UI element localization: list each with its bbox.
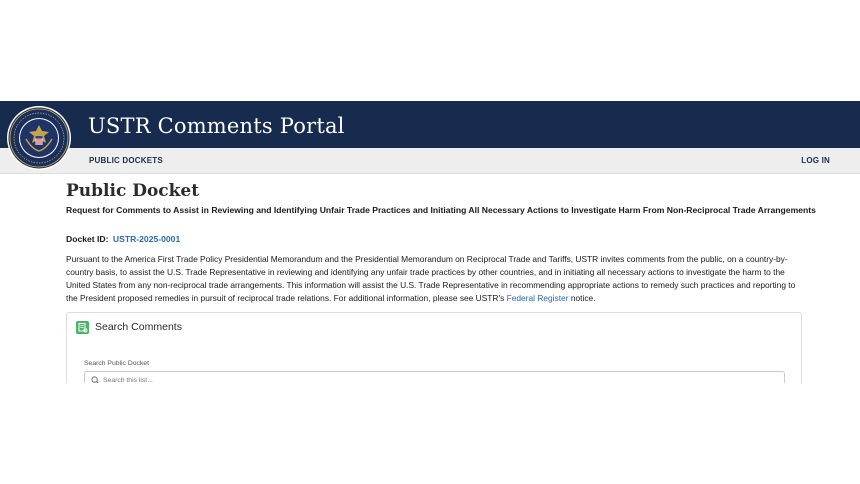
search-label: Search Public Docket [84,360,149,367]
portal-screenshot [0,101,860,383]
search-box[interactable] [84,371,785,383]
docket-id-line [66,234,802,244]
page-title: Public Docket [66,181,200,201]
docket-id-label: Docket ID: [66,234,109,244]
docket-content [66,181,816,305]
description-text: Pursuant to the America First Trade Policy Presidential Memorandum and the Presidential Memorandum on Reciprocal Trade and Tariffs, USTR invites comments from the public, on a country-by-country basis, to assist the U.S. Trade Representative in reviewing and identifying any unfair trade practices by other countries, and in initiating all necessary actions to investigate the harm to the United States from any non-reciprocal trade arrangements. This information will assist the U.S. Trade Representative in recommending appropriate actions to remedy such practices and reporting to the President proposed remedies in pursuit of reciprocal trade relations. For additional information, please see USTR's [66,254,796,304]
docket-description [66,253,802,305]
docket-subtitle: Request for Comments to Assist in Reviewing and Identifying Unfair Trade Practices and Initiating All Necessary Actions to Investigate Harm From Non-Reciprocal Trade Arrangements [66,205,816,215]
executive-office-seal-icon[interactable] [6,105,72,171]
card-title: Search Comments [95,321,182,333]
top-nav [0,148,860,174]
search-icon [91,376,100,383]
description-end: notice. [570,293,596,304]
docket-id-link[interactable]: USTR-2025-0001 [112,234,181,244]
federal-register-link[interactable]: Federal Register [506,293,569,304]
nav-public-dockets[interactable]: PUBLIC DOCKETS [89,156,163,165]
search-comments-card [66,312,802,383]
search-input[interactable] [103,374,773,383]
nav-log-in[interactable]: LOG IN [801,156,830,165]
portal-title: USTR Comments Portal [88,114,345,138]
header-banner [0,101,860,148]
comments-icon [76,321,89,334]
